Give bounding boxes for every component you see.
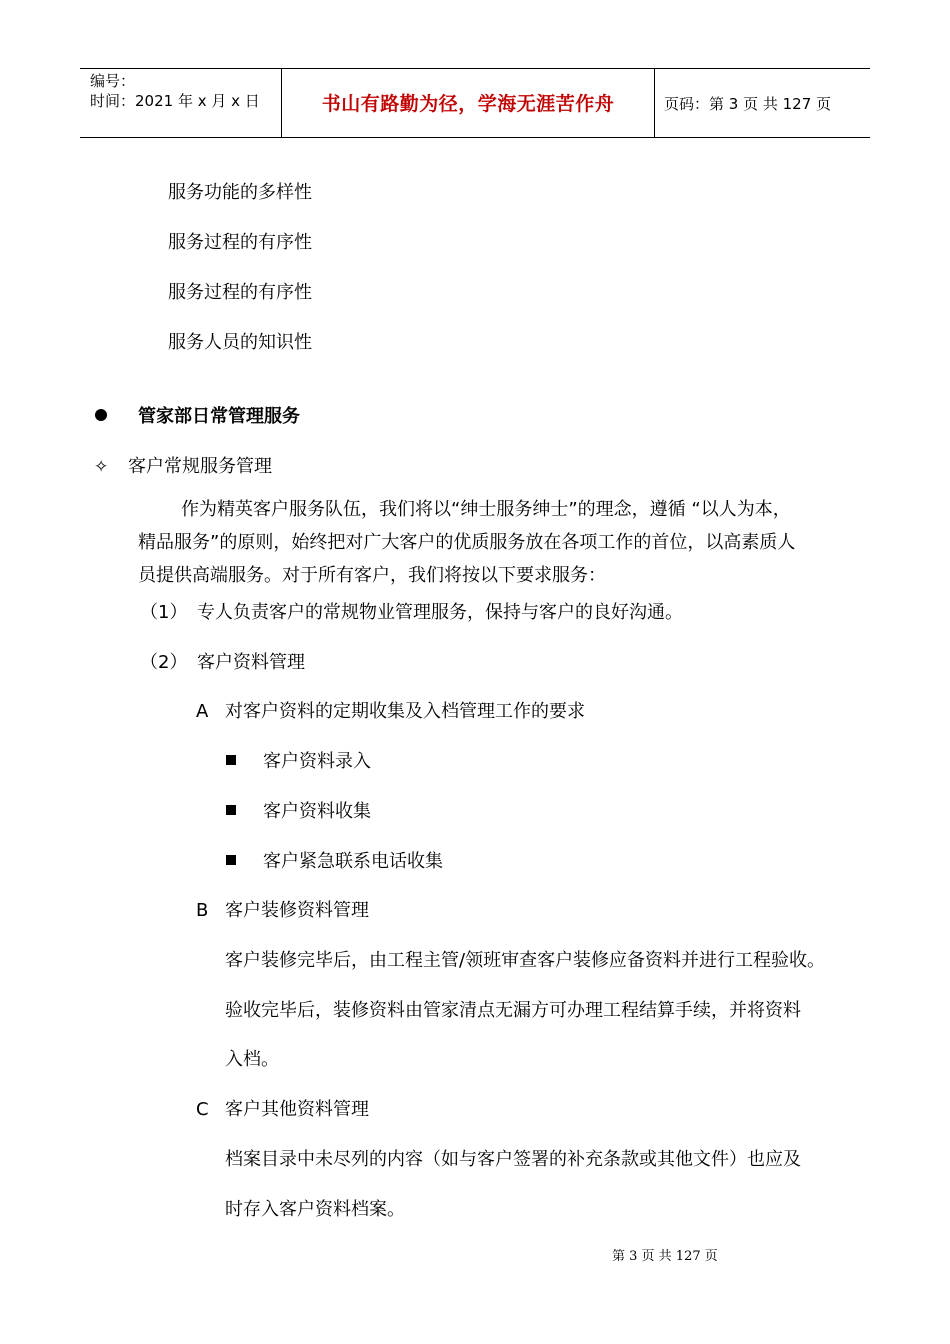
item-number: （2）	[140, 652, 188, 673]
sub-heading: 客户装修资料管理	[225, 900, 369, 921]
item-text: 客户资料管理	[197, 652, 305, 673]
header-divider	[654, 69, 655, 137]
body-line: 档案目录中未尽列的内容（如与客户签署的补充条款或其他文件）也应及	[225, 1149, 801, 1170]
item-number: （1）	[140, 602, 188, 623]
sub-letter: A	[196, 701, 209, 722]
intro-paragraph-line: 员提供高端服务。对于所有客户，我们将按以下要求服务：	[138, 565, 606, 586]
body-line: 客户装修完毕后，由工程主管/领班审查客户装修应备资料并进行工程验收。	[225, 950, 826, 971]
square-bullet-icon	[226, 855, 236, 865]
body-line: 时存入客户资料档案。	[225, 1199, 405, 1220]
body-line: 验收完毕后，装修资料由管家清点无漏方可办理工程结算手续，并将资料	[225, 1000, 801, 1021]
sub-heading: 对客户资料的定期收集及入档管理工作的要求	[225, 701, 585, 722]
feature-item: 服务功能的多样性	[168, 182, 312, 203]
time-label: 时间：2021 年 x 月 x 日	[90, 92, 260, 110]
list-item: 客户资料收集	[263, 801, 371, 822]
intro-paragraph-line: 作为精英客户服务队伍，我们将以“绅士服务绅士”的理念，遵循 “以人为本，	[181, 499, 791, 520]
body-line: 入档。	[225, 1049, 279, 1070]
item-text: 专人负责客户的常规物业管理服务，保持与客户的良好沟通。	[197, 602, 683, 623]
feature-item: 服务过程的有序性	[168, 232, 312, 253]
list-item: 客户紧急联系电话收集	[263, 851, 443, 872]
subsection-title: 客户常规服务管理	[128, 456, 272, 477]
number-label: 编号：	[90, 72, 136, 90]
diamond-star-icon: ✧	[94, 457, 109, 477]
bullet-dot-icon	[95, 409, 107, 421]
list-item: 客户资料录入	[263, 751, 371, 772]
sub-heading: 客户其他资料管理	[225, 1099, 369, 1120]
header-motto: 书山有路勤为径，学海无涯苦作舟	[321, 93, 615, 115]
feature-item: 服务过程的有序性	[168, 282, 312, 303]
header-meta	[90, 71, 260, 111]
header-page-info: 页码：第 3 页 共 127 页	[664, 95, 832, 113]
square-bullet-icon	[226, 805, 236, 815]
square-bullet-icon	[226, 755, 236, 765]
sub-letter: C	[196, 1099, 209, 1120]
page-header	[80, 68, 870, 138]
intro-paragraph-line: 精品服务”的原则，始终把对广大客户的优质服务放在各项工作的首位，以高素质人	[138, 532, 796, 553]
sub-letter: B	[196, 900, 209, 921]
page-footer: 第 3 页 共 127 页	[612, 1249, 718, 1264]
feature-item: 服务人员的知识性	[168, 332, 312, 353]
section-title: 管家部日常管理服务	[138, 406, 300, 427]
